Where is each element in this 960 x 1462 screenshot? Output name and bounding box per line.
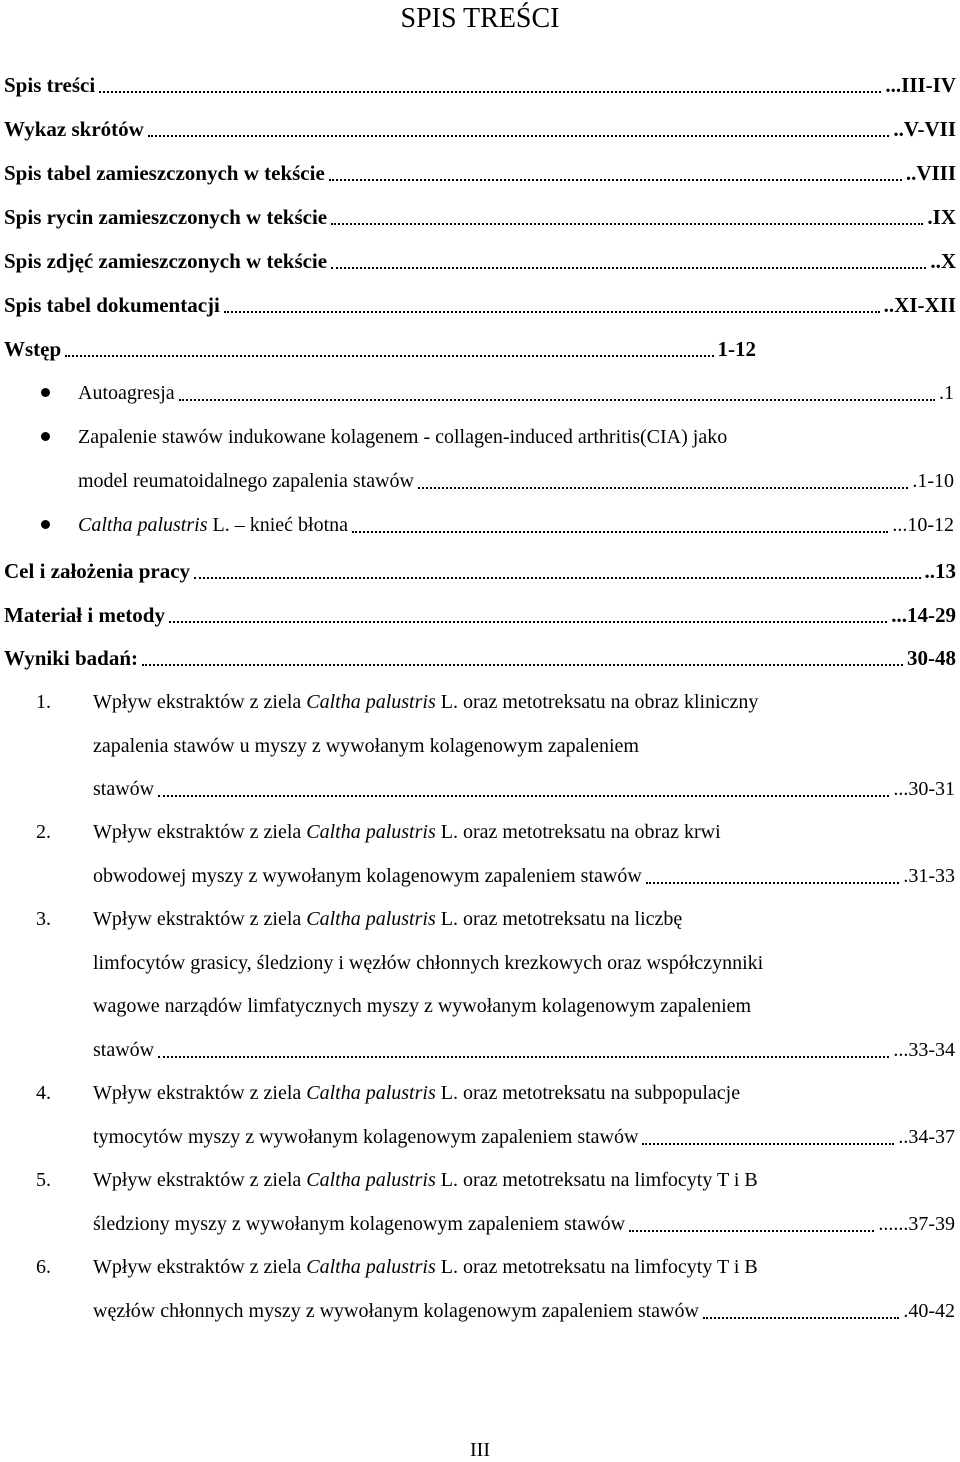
toc-entry: [4, 158, 956, 188]
toc-page: 30-48: [907, 646, 956, 670]
toc-label: Autoagresja: [78, 382, 175, 404]
dot-leader: [179, 399, 935, 401]
dot-leader: [703, 1317, 899, 1319]
result-number: 6.: [36, 1256, 51, 1278]
toc-label: Zapalenie stawów indukowane kolagenem - collagen-induced arthritis(CIA) jako: [78, 426, 728, 448]
result-title: [93, 817, 721, 847]
dot-leader: [224, 311, 880, 313]
species-name: Caltha palustris: [306, 1256, 436, 1278]
toc-entry: [4, 246, 956, 276]
toc-page: ..V-VII: [893, 117, 956, 141]
page-number: III: [470, 1439, 490, 1461]
toc-label: model reumatoidalnego zapalenia stawów: [78, 470, 414, 492]
result-number: 1.: [36, 691, 51, 713]
result-title-rest: L. oraz metotreksatu na limfocyty T i B: [435, 1169, 758, 1191]
result-title-rest: L. oraz metotreksatu na obraz kliniczny: [435, 691, 759, 713]
result-line: [93, 948, 955, 978]
toc-label: Materiał i metody: [4, 603, 165, 627]
result-number: 4.: [36, 1082, 51, 1104]
toc-entry: [4, 334, 756, 364]
toc-page: ...30-31: [893, 778, 955, 800]
dot-leader: [418, 487, 908, 489]
result-title: [93, 1078, 740, 1108]
result-title-line: zapalenia stawów u myszy z wywołanym kolagenowym zapaleniem: [93, 735, 639, 757]
toc-label: Wyniki badań:: [4, 646, 139, 670]
dot-leader: [329, 179, 902, 181]
result-prefix: Wpływ ekstraktów z ziela: [93, 908, 307, 930]
dot-leader: [646, 882, 900, 884]
result-title-last: węzłów chłonnych myszy z wywołanym kolagenowym zapaleniem stawów: [93, 1300, 699, 1322]
toc-subentry: [78, 510, 954, 540]
toc-entry: [4, 70, 956, 100]
result-line: [93, 1078, 955, 1108]
toc-page: ..13: [924, 559, 956, 583]
result-prefix: Wpływ ekstraktów z ziela: [93, 1256, 307, 1278]
species-name: Caltha palustris: [306, 1082, 436, 1104]
result-title-last: stawów: [93, 778, 155, 800]
toc-page: ..34-37: [898, 1126, 955, 1148]
toc-label: Wstęp: [4, 337, 62, 361]
dot-leader: [158, 795, 889, 797]
result-title-rest: L. oraz metotreksatu na limfocyty T i B: [435, 1256, 758, 1278]
result-number: 3.: [36, 908, 51, 930]
toc-label: Spis treści: [4, 73, 96, 97]
toc-page: ...10-12: [892, 514, 954, 536]
toc-entry: [4, 643, 956, 673]
dot-leader: [331, 267, 926, 269]
result-line: [93, 1252, 955, 1282]
toc-label-rest: L. – knieć błotna: [207, 514, 349, 536]
toc-entry: [4, 290, 956, 320]
dot-leader: [99, 91, 881, 93]
toc-page: .31-33: [903, 865, 955, 887]
result-line: [93, 1035, 955, 1065]
result-title-line: wagowe narządów limfatycznych myszy z wywołanym kolagenowym zapaleniem: [93, 995, 752, 1017]
toc-page: ...14-29: [891, 603, 956, 627]
result-line: [93, 1122, 955, 1152]
result-title: [93, 687, 758, 717]
toc-entry: [4, 202, 956, 232]
toc-subentry: [78, 378, 954, 408]
bullet-icon: [41, 388, 50, 397]
species-name: Caltha palustris: [306, 1169, 436, 1191]
toc-label: Spis tabel zamieszczonych w tekście: [4, 161, 325, 185]
result-line: [93, 991, 955, 1021]
result-line: [93, 774, 955, 804]
toc-label: Wykaz skrótów: [4, 117, 144, 141]
toc-subentry: [78, 466, 954, 496]
toc-page: .40-42: [903, 1300, 955, 1322]
dot-leader: [169, 621, 887, 623]
toc-page: ......37-39: [878, 1213, 955, 1235]
result-title-last: obwodowej myszy z wywołanym kolagenowym zapaleniem stawów: [93, 865, 642, 887]
result-line: [93, 861, 955, 891]
toc-page: .1: [939, 382, 954, 404]
toc-entry: [4, 556, 956, 586]
toc-label: Spis rycin zamieszczonych w tekście: [4, 205, 328, 229]
toc-page: ...33-34: [893, 1039, 955, 1061]
result-line: [93, 1165, 955, 1195]
result-line: [93, 687, 955, 717]
result-title: [93, 904, 682, 934]
toc-label: [78, 510, 348, 540]
result-line: [93, 1296, 955, 1326]
dot-leader: [331, 223, 923, 225]
toc-page: ...III-IV: [885, 73, 956, 97]
dot-leader: [158, 1056, 889, 1058]
result-title-rest: L. oraz metotreksatu na obraz krwi: [435, 821, 721, 843]
dot-leader: [629, 1230, 874, 1232]
toc-page: ..X: [930, 249, 956, 273]
result-title: [93, 1252, 758, 1282]
result-prefix: Wpływ ekstraktów z ziela: [93, 691, 307, 713]
result-title-rest: L. oraz metotreksatu na liczbę: [435, 908, 683, 930]
result-number: 2.: [36, 821, 51, 843]
toc-page: ..XI-XII: [883, 293, 956, 317]
result-line: [93, 731, 955, 761]
species-name: Caltha palustris: [306, 908, 436, 930]
toc-page: .IX: [927, 205, 956, 229]
dot-leader: [642, 1143, 894, 1145]
result-line: [93, 817, 955, 847]
toc-page: .1-10: [912, 470, 954, 492]
toc-subentry-line: [78, 422, 954, 452]
species-name: Caltha palustris: [306, 691, 436, 713]
dot-leader: [148, 135, 890, 137]
toc-label: Spis zdjęć zamieszczonych w tekście: [4, 249, 328, 273]
dot-leader: [352, 531, 888, 533]
result-prefix: Wpływ ekstraktów z ziela: [93, 1082, 307, 1104]
species-name: Caltha palustris: [306, 821, 436, 843]
dot-leader: [65, 355, 713, 357]
result-number: 5.: [36, 1169, 51, 1191]
result-prefix: Wpływ ekstraktów z ziela: [93, 821, 307, 843]
bullet-icon: [41, 520, 50, 529]
result-title-last: śledziony myszy z wywołanym kolagenowym zapaleniem stawów: [93, 1213, 626, 1235]
toc-page: 1-12: [717, 337, 756, 361]
toc-entry: [4, 600, 956, 630]
result-title-last: stawów: [93, 1039, 155, 1061]
toc-label: Cel i założenia pracy: [4, 559, 191, 583]
dot-leader: [194, 577, 920, 579]
bullet-icon: [41, 432, 50, 441]
species-name: Caltha palustris: [78, 514, 208, 536]
result-line: [93, 904, 955, 934]
toc-page: ..VIII: [905, 161, 956, 185]
dot-leader: [142, 664, 903, 666]
result-line: [93, 1209, 955, 1239]
toc-label: Spis tabel dokumentacji: [4, 293, 220, 317]
result-prefix: Wpływ ekstraktów z ziela: [93, 1169, 307, 1191]
page-title: SPIS TREŚCI: [400, 3, 560, 34]
result-title: [93, 1165, 758, 1195]
result-title-rest: L. oraz metotreksatu na subpopulacje: [435, 1082, 741, 1104]
toc-entry: [4, 114, 956, 144]
result-title-last: tymocytów myszy z wywołanym kolagenowym zapaleniem stawów: [93, 1126, 639, 1148]
result-title-line: limfocytów grasicy, śledziony i węzłów chłonnych krezkowych oraz współczynniki: [93, 952, 764, 974]
